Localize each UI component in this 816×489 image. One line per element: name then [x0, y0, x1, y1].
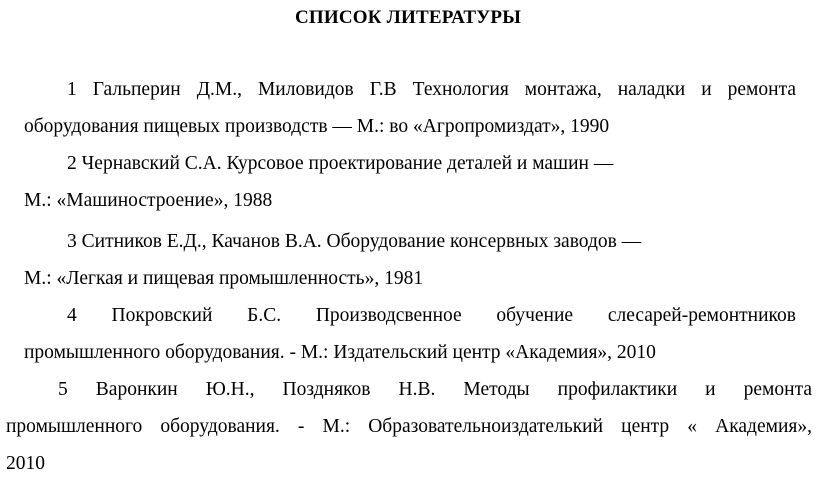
reference-item-5	[6, 371, 812, 482]
page-title: СПИСОК ЛИТЕРАТУРЫ	[294, 7, 522, 28]
reference-5-line-1: 5 Варонкин Ю.Н., Поздняков Н.В. Методы профилактики и ремонта	[58, 379, 812, 400]
reference-item-1	[24, 71, 796, 145]
reference-3-line-1: 3 Ситников Е.Д., Качанов В.А. Оборудование консервных заводов —	[67, 231, 642, 252]
reference-2-line-2: М.: «Машиностроение», 1988	[24, 190, 273, 211]
reference-2-line-1: 2 Чернавский С.А. Курсовое проектирование деталей и машин —	[67, 153, 614, 174]
reference-4-line-2: промышленного оборудования. - М.: Издательский центр «Академия», 2010	[24, 342, 656, 363]
reference-5-line-3: 2010	[6, 453, 45, 474]
reference-item-4	[24, 297, 796, 371]
reference-item-3	[24, 223, 796, 297]
reference-1-line-2: оборудования пищевых производств — М.: во «Агропромиздат», 1990	[24, 116, 610, 137]
reference-3-line-2: М.: «Легкая и пищевая промышленность», 1981	[24, 268, 424, 289]
reference-item-2	[24, 145, 796, 219]
reference-4-line-1: 4 Покровский Б.С. Производсвенное обучение слесарей-ремонтников	[67, 305, 796, 326]
reference-5-line-2: промышленного оборудования. - М.: Образовательноиздателький центр « Академия»,	[6, 416, 812, 437]
reference-1-line-1: 1 Гальперин Д.М., Миловидов Г.В Технология монтажа, наладки и ремонта	[67, 79, 796, 100]
